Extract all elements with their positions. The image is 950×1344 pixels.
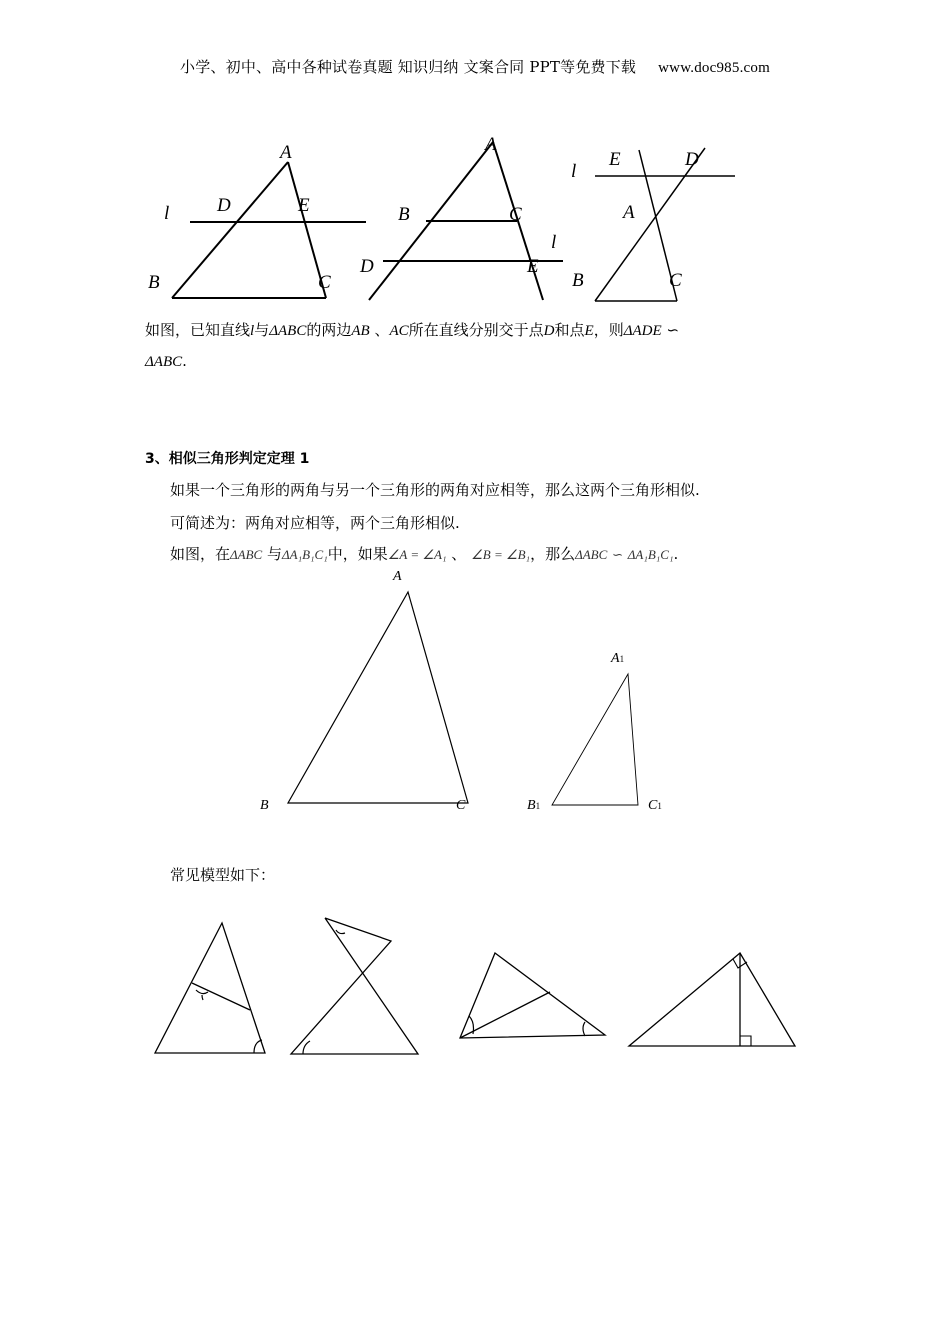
- fig2-label-e: E: [527, 256, 539, 277]
- fig2-label-b: B: [398, 204, 410, 225]
- theorem-statement-parallel-line: [145, 319, 679, 342]
- fig4-label-a: A: [393, 569, 402, 584]
- text-segment: 如图，已知直线: [145, 321, 251, 339]
- fig4-label-c1: C1: [648, 798, 662, 813]
- text-segment: ，那么: [530, 545, 576, 563]
- symbol-ab: AB: [351, 323, 370, 339]
- fig2-label-d: D: [360, 256, 374, 277]
- page-header: [0, 56, 950, 77]
- symbol-triangle-ade: ΔADE: [623, 323, 662, 339]
- fig1-label-d: D: [217, 195, 231, 216]
- text-segment: 的两边: [306, 321, 352, 339]
- condition-angle-b: ∠B = ∠B₁: [471, 547, 531, 562]
- symbol-triangle-a1b1c1: ΔA₁B₁C₁: [282, 547, 328, 562]
- fig4-label-c: C: [456, 798, 466, 813]
- symbol-triangle-abc: ΔABC: [145, 354, 183, 370]
- symbol-ac: AC: [389, 323, 409, 339]
- symbol-triangle-abc: ΔABC: [269, 323, 307, 339]
- theorem-example: [170, 543, 678, 566]
- text-segment: 、: [451, 545, 467, 563]
- theorem-statement-line2: [145, 350, 187, 373]
- theorem-text: 如果一个三角形的两角与另一个三角形的两角对应相等，那么这两个三角形相似.: [170, 481, 700, 499]
- similar-symbol: ∽: [666, 323, 680, 339]
- fig3-label-a: A: [623, 202, 635, 223]
- fig4-label-b: B: [260, 798, 269, 813]
- symbol-d: D: [543, 323, 555, 339]
- fig1-label-e: E: [298, 195, 310, 216]
- symbol-l: l: [250, 323, 255, 339]
- fig2-label-l: l: [551, 232, 557, 253]
- condition-angle-a: ∠A = ∠A₁: [387, 547, 447, 562]
- fig3-label-b: B: [572, 270, 584, 291]
- fig3-label-l: l: [571, 161, 577, 182]
- fig1-label-b: B: [148, 272, 160, 293]
- text-segment: 所在直线分别交于点: [408, 321, 544, 339]
- symbol-triangle-a1b1c1: ΔA₁B₁C₁: [627, 547, 674, 562]
- text-segment: 与: [254, 321, 270, 339]
- fig1-label-c: C: [318, 272, 331, 293]
- text-segment: 如图，在: [170, 545, 231, 563]
- fig1-label-l: l: [164, 203, 170, 224]
- figure-3-crossed-triangle: [565, 140, 750, 310]
- theorem-short: 可简述为：两角对应相等，两个三角形相似.: [170, 514, 460, 532]
- figure-1-triangle-parallel-line: [140, 138, 380, 313]
- header-site-link[interactable]: www.doc985.com: [658, 60, 770, 76]
- text-segment: ，则: [593, 321, 624, 339]
- fig3-label-d: D: [685, 149, 699, 170]
- text-segment: 中，如果: [327, 545, 388, 563]
- symbol-triangle-abc: ΔABC: [230, 547, 263, 562]
- figure-4-similar-triangles: [250, 565, 690, 820]
- similar-symbol: ∽: [612, 547, 623, 562]
- section-title: 3、相似三角形判定定理 1: [145, 451, 310, 467]
- model-1-inner-segment: [150, 918, 270, 1058]
- model-2-crossed: [283, 915, 423, 1060]
- symbol-triangle-abc: ΔABC: [575, 547, 608, 562]
- models-intro: 常见模型如下：: [170, 866, 276, 884]
- fig1-label-a: A: [280, 142, 292, 163]
- fig3-label-e: E: [609, 149, 621, 170]
- fig4-label-b1: B1: [527, 798, 541, 813]
- model-4-right-triangle-altitude: [625, 948, 800, 1050]
- text-segment: .: [182, 352, 187, 370]
- fig2-label-c: C: [509, 204, 522, 225]
- fig2-label-a: A: [485, 134, 497, 155]
- symbol-e: E: [584, 323, 594, 339]
- model-3-inner-segment: [455, 948, 610, 1043]
- text-segment: 与: [266, 545, 282, 563]
- text-segment: 、: [374, 321, 390, 339]
- fig3-label-c: C: [669, 270, 682, 291]
- text-segment: 和点: [554, 321, 585, 339]
- text-segment: .: [673, 545, 679, 563]
- fig4-label-a1: A1: [611, 651, 625, 666]
- header-text: 小学、初中、高中各种试卷真题 知识归纳 文案合同 PPT等免费下载: [180, 58, 637, 76]
- figure-2-extended-triangle: [355, 132, 575, 307]
